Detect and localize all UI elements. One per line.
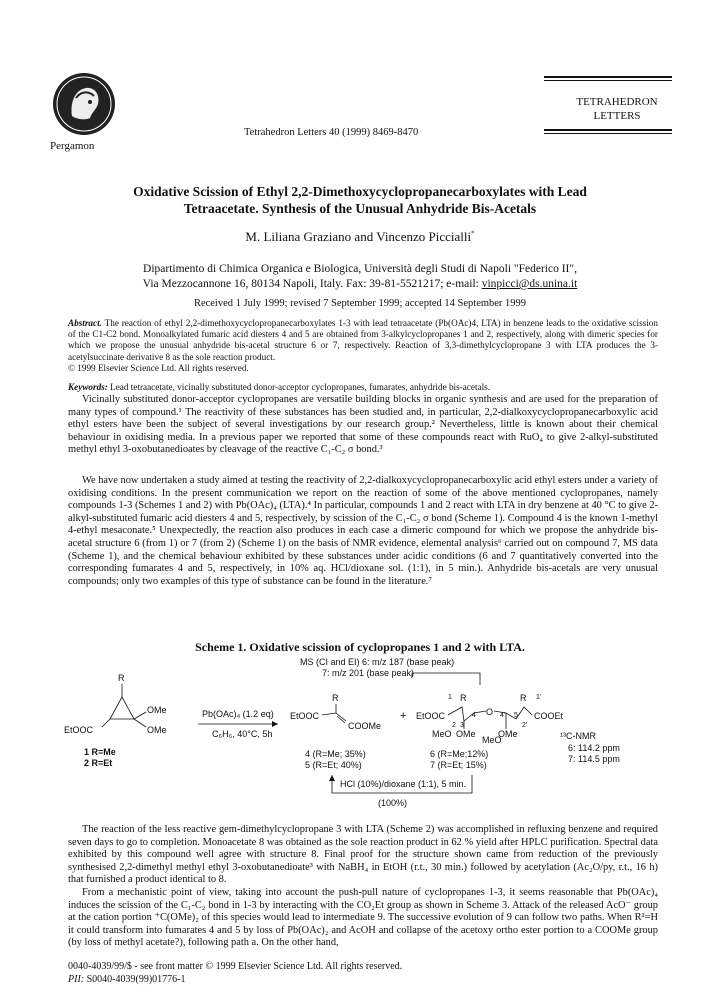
dim-cooet: COOEt: [534, 711, 564, 721]
dim-n4p: 4': [500, 712, 506, 719]
paragraph-text: Vicinally substituted donor-acceptor cyclopropanes are versatile building blocks in organic synthesis and are used for the preparation of many types of compound.¹ The reactivity of these substances has been studied and, in particular, 2,2-dialkoxycyclopropanecarboxylic acid ethyl esters have been the subject of several investigations by our research group.² Nevertheless, little is known about their chemical behaviour in oxidising media. In a previous paper we reported that some of these compounds react with RuO₄ to give 2-alkyl-substituted methyl ethyl 3-oxobutanedioates by cleavage of the reactive C₁-C₂ σ bond.³: [68, 394, 658, 456]
fum-label-5: 5 (R=Et; 40%): [305, 760, 362, 770]
abstract-copyright: © 1999 Elsevier Science Ltd. All rights reserved.: [68, 362, 249, 373]
sm-bond: [134, 712, 146, 719]
body-paragraph-1: [68, 394, 658, 457]
author-mark: *: [471, 229, 475, 238]
reagent-label: Pb(OAc)₄ (1.2 eq): [202, 709, 274, 719]
affiliation: [60, 262, 660, 292]
publisher-name: Pergamon: [50, 140, 95, 152]
sm-ome1: OMe: [147, 705, 167, 715]
authors: [80, 229, 640, 245]
nmr-title: ¹³C-NMR: [560, 731, 596, 741]
hcl-yield: (100%): [378, 798, 408, 808]
ms-line2: 7: m/z 201 (base peak): [322, 668, 415, 678]
paragraph-text: From a mechanistic point of view, taking into account the push-pull nature of cyclopropanes 1-3, it seems reasonable that Pb(OAc)₄ induces the scission of the C₁-C₂ bond in 1-3 by interacting with the CO₂Et group as shown in Scheme 3. Attack of the released AcO⁻ group at the cation portion ⁺C(OMe)₂ of this species would lead to intermediate 9. The successive evolution of 9 can follow two paths. When R²=H it could transform into fumarates 4 and 5 by loss of Pb(OAc)₂ and AcOH and collapse of the acetoxy ortho ester portion to a COOMe group (by loss of methyl acetate?), following path a. On the other hand,: [68, 886, 658, 949]
hcl-conditions: HCl (10%)/dioxane (1:1), 5 min.: [340, 779, 467, 789]
body-paragraph-2: [68, 475, 658, 588]
sm-label-2: 2 R=Et: [84, 758, 113, 768]
abstract-label: Abstract.: [68, 318, 102, 328]
journal-citation: Tetrahedron Letters 40 (1999) 8469-8470: [244, 127, 419, 138]
sm-bond: [102, 719, 110, 727]
dim-n1p: 1': [536, 694, 542, 701]
nmr-6: 6: 114.2 ppm: [568, 743, 620, 753]
dim-n2p: 2': [522, 722, 528, 729]
sm-ome2: OMe: [147, 725, 167, 735]
keywords-text: Lead tetraacetate, vicinally substituted donor-acceptor cyclopropanes, fumarates, anhydride bis-acetals.: [110, 382, 491, 392]
footer: [68, 961, 658, 986]
dim-n2: 2: [452, 722, 456, 729]
dim-n3p: 5: [514, 712, 518, 719]
dim-label-6: 6 (R=Me;12%): [430, 749, 489, 759]
author-names: M. Liliana Graziano and Vincenzo Piccialli: [245, 229, 472, 244]
fum-etooc: EtOOC: [290, 711, 320, 721]
reaction-scheme: [60, 657, 660, 811]
article-title: [80, 183, 640, 217]
reaction-arrowhead: [272, 721, 278, 727]
title-line2: Tetraacetate. Synthesis of the Unusual Anhydride Bis-Acetals: [183, 201, 537, 216]
sm-r: R: [118, 673, 125, 683]
dim-etooc: EtOOC: [416, 711, 446, 721]
scheme-title: Scheme 1. Oxidative scission of cyclopropanes 1 and 2 with LTA.: [195, 640, 525, 654]
title-line1: Oxidative Scission of Ethyl 2,2-Dimethoxycyclopropanecarboxylates with Lead: [133, 184, 587, 199]
fum-coome: COOMe: [348, 721, 382, 731]
publisher-logo: [52, 72, 116, 136]
paragraph-text: The reaction of the less reactive gem-dimethylcyclopropane 3 with LTA (Scheme 2) was accomplished in refluxing benzene and required seven days to go to completion. Monoacetate 8 was obtained as the sole reaction product in 62 % yield after HPLC purification. Spectral data exhibited by this compound well agree with structure 8. Final proof for the structure shown came from reduction of the previously synthesised 2,2-dimethyl methyl ethyl 3-oxobutanedioate³ with NaBH₄ in EtOH (r.t., 30 min.) followed by acetylation (Ac₂O/py, r.t., 16 h) that furnished a product identical to 8.: [68, 824, 658, 886]
plus-sign: +: [400, 710, 407, 722]
dim-n3: 3: [460, 722, 464, 729]
pii-label: PII:: [68, 973, 85, 985]
dim-ome1: OMe: [456, 729, 476, 739]
dim-n1: 1: [448, 694, 452, 701]
dim-r2: R: [520, 693, 527, 703]
pii-value: S0040-4039(99)01776-1: [86, 973, 186, 985]
brand-line2: LETTERS: [593, 110, 641, 122]
ms-bracket: [412, 673, 480, 685]
fum-label-4: 4 (R=Me; 35%): [305, 749, 366, 759]
brand-rule-bottom-thin: [544, 133, 672, 134]
sm-label-1: 1 R=Me: [84, 747, 116, 757]
keywords-label: Keywords:: [68, 382, 108, 392]
ms-line1: MS (CI and EI) 6: m/z 187 (base peak): [300, 657, 455, 667]
email-link[interactable]: vinpicci@ds.unina.it: [481, 278, 578, 290]
dim-n4: 4: [472, 712, 476, 719]
brand-rule-top: [544, 76, 672, 78]
cyclopropane-ring: [110, 697, 134, 719]
affiliation-line2: Via Mezzocannone 16, 80134 Napoli, Italy. Fax: 39-81-5521217; e-mail:: [142, 278, 482, 290]
keywords: [68, 382, 658, 392]
dim-label-7: 7 (R=Et; 15%): [430, 760, 487, 770]
fum-bond: [322, 713, 336, 715]
conditions-label: C₆H₆, 40°C, 5h: [212, 729, 273, 739]
brand-rule-bottom: [544, 129, 672, 131]
dim-r1: R: [460, 693, 467, 703]
nmr-7: 7: 114.5 ppm: [568, 754, 620, 764]
abstract: [68, 318, 658, 374]
fum-r: R: [332, 693, 339, 703]
dim-meo2: MeO: [482, 735, 502, 745]
journal-brand-text: [562, 95, 672, 123]
brand-rule-top-thin: [544, 80, 672, 81]
abstract-text: The reaction of ethyl 2,2-dimethoxycyclopropanecarboxylates 1-3 with lead tetraacetate (Pb(OAc)4, LTA) in benzene leads to the oxidative scission of the C1-C2 bond. Monoalkylated fumaric acid diesters 4 and 5 are obtained from 3-alkylcyclopropanes 1 and 2, respectively, along with dimeric species for which we propose the unusual anhydride bis-acetal structure 6 or 7, respectively. Reaction of 3,3-dimethylcyclopropane 3 with LTA produces the 3-acetylsuccinate derivative 8 as the sole reaction product.: [68, 318, 658, 362]
dim-ome2: OMe: [498, 729, 518, 739]
dim-o: O: [486, 707, 494, 717]
issn-line: 0040-4039/99/$ - see front matter © 1999 Elsevier Science Ltd. All rights reserved.: [68, 961, 403, 972]
brand-line1: TETRAHEDRON: [576, 96, 658, 108]
journal-brand: [544, 76, 672, 136]
hcl-arrowhead: [329, 775, 335, 781]
dim-meo1: MeO: [432, 729, 452, 739]
affiliation-line1: Dipartimento di Chimica Organica e Biologica, Università degli Studi di Napoli "Federico II",: [143, 263, 577, 275]
paragraph-text: We have now undertaken a study aimed at testing the reactivity of 2,2-dialkoxycyclopropanecarboxylic acid ethyl esters under a variety of oxidising conditions. In the present communication we report on the reaction of some of the above mentioned cyclopropanes, namely compounds 1-3 (Schemes 1 and 2) with Pb(OAc)₄ (LTA).⁴ In particular, compounds 1 and 2 react with LTA in dry benzene at 40 °C to give 2-alkyl-substituted fumaric acid diesters 4 and 5, respectively, by scission of the C₁-C₂ σ bond (Scheme 1). Compound 4 is the known 1-methyl 4-ethyl mesaconate.⁵ Unexpectedly, the reaction also produces in each case a dimeric compound for which we propose the anhydride bis-acetal structure 6 (from 1) or 7 (from 2) (Scheme 1) on the basis of NMR evidence, elemental analysis⁶ carried out on compound 7, MS data (Scheme 1), and the chemical behaviour exhibited by these substances under acidic conditions (6 and 7 quantitatively converted into the corresponding fumarates 4 and 5, respectively, in 10% aq. HCl/dioxane sol. (1:1), in 5 min.). Anhydride bis-acetals are very unusual compounds; only two examples of this type of substance can be found in the literature.⁷: [68, 475, 658, 587]
sm-bond: [134, 719, 146, 727]
received-dates: Received 1 July 1999; revised 7 September 1999; accepted 14 September 1999: [193, 298, 527, 309]
body-paragraph-3: [68, 824, 658, 950]
sm-etooc: EtOOC: [64, 725, 94, 735]
